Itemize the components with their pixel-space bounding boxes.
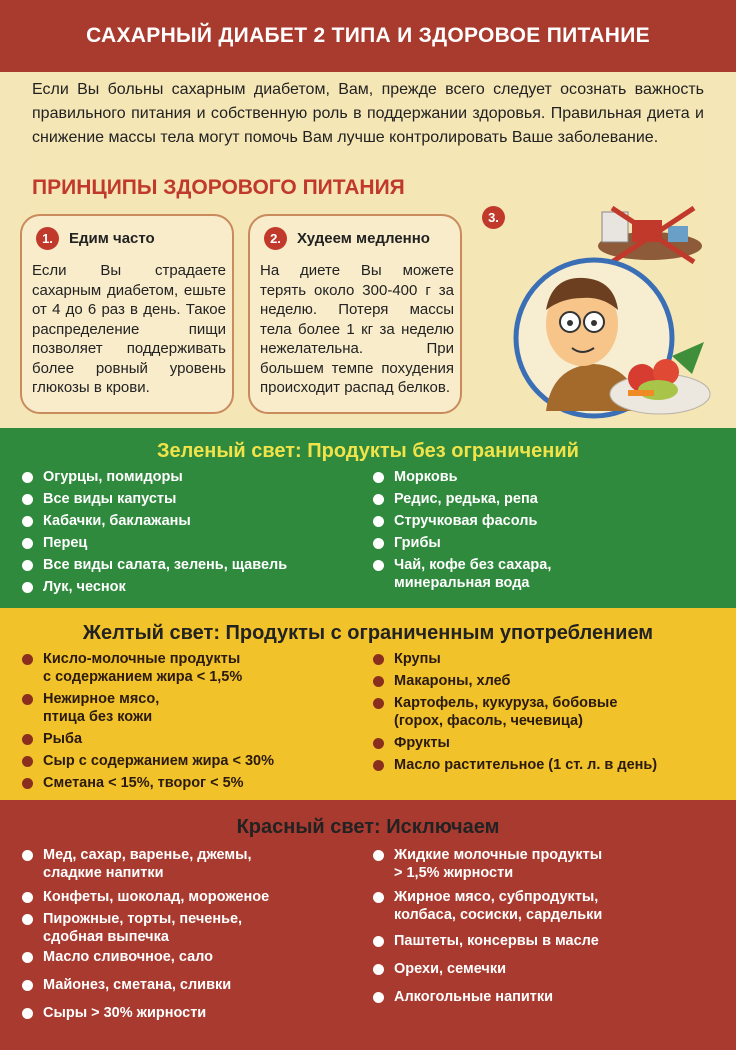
bullet-icon [373,654,384,665]
list-item: Нежирное мясо, птица без кожи [22,690,159,726]
red-light-title: Красный свет: Исключаем [236,816,500,838]
principle-number: 2. [264,227,287,250]
intro-text: Если Вы больны сахарным диабетом, Вам, прежде всего следует осознать важность правильного питания и собственную роль в поддержании здоровья. Правильная диета и снижение массы тела могут помочь Вам лучше контролировать Ваше заболевание. [32,81,704,146]
list-item: Крупы [373,650,441,668]
list-item: Перец [22,534,87,552]
list-item: Грибы [373,534,441,552]
principle-number: 3. [482,206,505,229]
forbidden-food-icon [598,208,702,262]
bullet-icon [22,914,33,925]
principle-number: 1. [36,227,59,250]
list-item: Огурцы, помидоры [22,468,183,486]
green-light-title: Зеленый свет: Продукты без ограничений [157,440,579,462]
bullet-icon [22,494,33,505]
list-item: Паштеты, консервы в масле [373,932,599,950]
bullet-icon [373,936,384,947]
bullet-icon [373,964,384,975]
list-item: Кисло-молочные продукты с содержанием жира < 1,5% [22,650,242,686]
bullet-icon [373,516,384,527]
principle-card-2 [248,214,462,414]
yellow-light-title: Желтый свет: Продукты с ограниченным употреблением [82,622,654,644]
list-item: Кабачки, баклажаны [22,512,191,530]
principle-title: Едим часто [69,230,155,247]
principle-title: Худеем медленно [297,230,430,247]
bullet-icon [22,734,33,745]
bullet-icon [22,778,33,789]
bullet-icon [22,472,33,483]
bullet-icon [22,582,33,593]
list-item: Орехи, семечки [373,960,506,978]
list-item: Морковь [373,468,458,486]
bullet-icon [22,1008,33,1019]
green-light-section [0,428,736,608]
list-item: Рыба [22,730,82,748]
bullet-icon [22,516,33,527]
list-item: Стручковая фасоль [373,512,537,530]
bullet-icon [373,760,384,771]
list-item: Макароны, хлеб [373,672,510,690]
list-item: Чай, кофе без сахара, минеральная вода [373,556,551,592]
list-item: Жирное мясо, субпродукты, колбаса, сосиски, сардельки [373,888,602,924]
list-item: Мед, сахар, варенье, джемы, сладкие напитки [22,846,252,882]
bullet-icon [373,738,384,749]
bullet-icon [373,698,384,709]
bullet-icon [373,560,384,571]
man-with-food-illustration [482,206,712,426]
header-bar [0,0,736,72]
bullet-icon [22,538,33,549]
red-light-section [0,800,736,1050]
bullet-icon [373,494,384,505]
page-title: САХАРНЫЙ ДИАБЕТ 2 ТИПА И ЗДОРОВОЕ ПИТАНИЕ [86,24,650,47]
bullet-icon [373,850,384,861]
bullet-icon [22,952,33,963]
bullet-icon [22,654,33,665]
list-item: Сметана < 15%, творог < 5% [22,774,244,792]
list-item: Редис, редька, репа [373,490,538,508]
list-item: Лук, чеснок [22,578,126,596]
list-item: Конфеты, шоколад, мороженое [22,888,269,906]
yellow-light-section [0,608,736,800]
list-item: Пирожные, торты, печенье, сдобная выпечка [22,910,242,946]
list-item: Алкогольные напитки [373,988,553,1006]
list-item: Все виды капусты [22,490,176,508]
bullet-icon [22,560,33,571]
bullet-icon [22,756,33,767]
bullet-icon [22,892,33,903]
bullet-icon [373,676,384,687]
principle-card-1 [20,214,234,414]
list-item: Масло растительное (1 ст. л. в день) [373,756,657,774]
bullet-icon [373,992,384,1003]
bullet-icon [22,694,33,705]
list-item: Все виды салата, зелень, щавель [22,556,287,574]
intro-section [30,78,706,428]
bullet-icon [373,538,384,549]
list-item: Фрукты [373,734,450,752]
list-item: Картофель, кукуруза, бобовые (горох, фасоль, чечевица) [373,694,617,730]
principle-3-illustration [482,206,712,426]
list-item: Сыр с содержанием жира < 30% [22,752,274,770]
bullet-icon [22,980,33,991]
list-item: Сыры > 30% жирности [22,1004,206,1022]
principle-text: На диете Вы можете терять около 300-400 г за неделю. Потеря массы тела более 1 кг за неделю нежелательна. При большем темпе похудения происходит распад белков. [260,262,454,396]
bullet-icon [373,892,384,903]
list-item: Майонез, сметана, сливки [22,976,231,994]
list-item: Жидкие молочные продукты > 1,5% жирности [373,846,602,882]
list-item: Масло сливочное, сало [22,948,213,966]
bullet-icon [22,850,33,861]
bullet-icon [373,472,384,483]
principle-text: Если Вы страдаете сахарным диабетом, ешьте от 4 до 6 раз в день. Такое распределение пищи позволяет поддерживать более ровный уровень глюкозы в крови. [32,262,226,396]
principles-title: ПРИНЦИПЫ ЗДОРОВОГО ПИТАНИЯ [32,176,405,199]
